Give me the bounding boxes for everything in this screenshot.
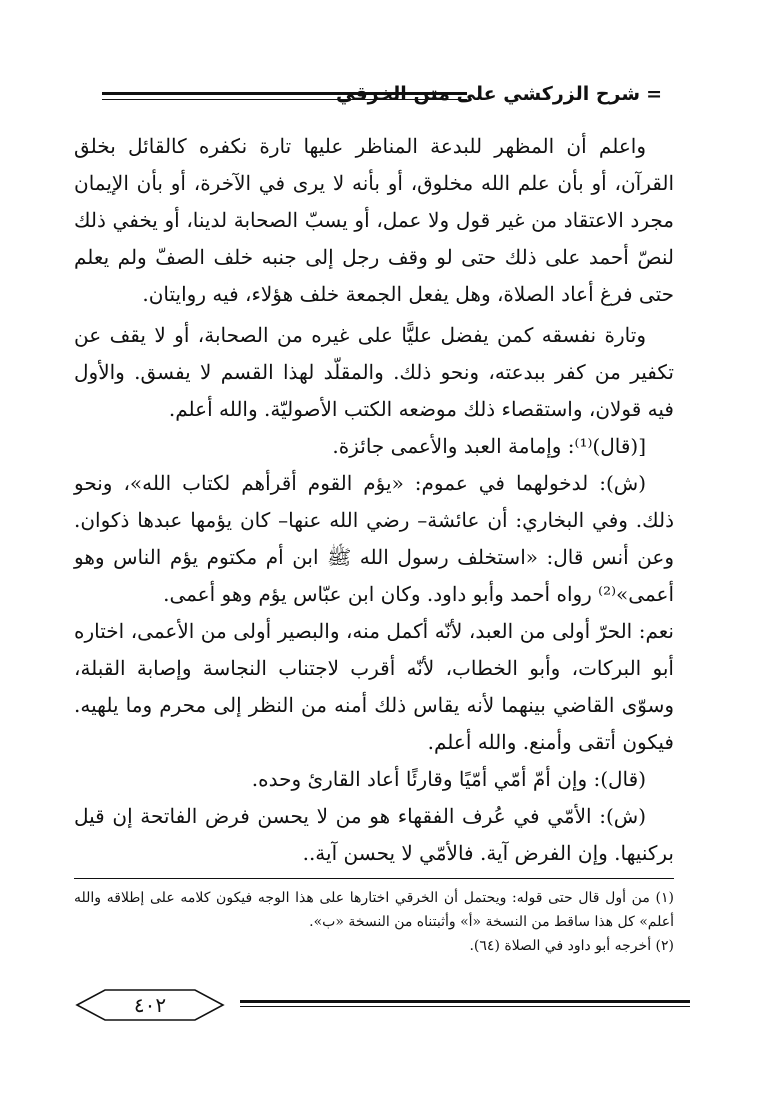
header-dash: = <box>646 83 662 105</box>
main-text <box>74 128 674 872</box>
paragraph-4: (ش): لدخولهما في عموم: «يؤم القوم أقرأهم لكتاب الله»، ونحو ذلك. وفي البخاري: أن عائشة– رضي الله عنها– كان يؤمها عبدها ذكوان. وعن أنس قال: «استخلف رسول الله ﷺ ابن أم مكتوم يؤم الناس وهو أعمى»⁽²⁾ رواه أحمد وأبو داود. وكان ابن عبّاس يؤم وهو أعمى. <box>74 471 674 606</box>
footnote-1: (١) من أول قال حتى قوله: ويحتمل أن الخرقي اختارها على هذا الوجه فيكون كلامه على إطلاقه والله أعلم» كل هذا ساقط من النسخة «أ» وأثبتناه من النسخة «ب». <box>74 890 674 930</box>
footnote-2: (٢) أخرجه أبو داود في الصلاة (٦٤). <box>469 938 674 954</box>
page-number-frame <box>75 988 225 1022</box>
footnotes <box>74 886 674 958</box>
paragraph-5: نعم: الحرّ أولى من العبد، لأنّه أكمل منه، والبصير أولى من الأعمى، اختاره أبو البركات، وأبو الخطاب، لأنّه أقرب لاجتناب النجاسة وإصابة القبلة، وسوّى القاضي بينهما لأنه يقاس ذلك أمنه من النظر إلى محرم وما يلهيه. فيكون أتقى وأمنع. والله أعلم. <box>74 619 674 754</box>
running-header <box>102 82 662 110</box>
paragraph-6: (قال): وإن أمّ أمّي أمّيًا وقارئًا أعاد القارئ وحده. <box>251 767 646 791</box>
footer-rule-thin <box>240 1006 690 1007</box>
footnote-separator <box>74 878 674 879</box>
footer-rule <box>240 1000 690 1003</box>
page-footer <box>75 984 690 1024</box>
paragraph-1: واعلم أن المظهر للبدعة المناظر عليها تارة نكفره كالقائل بخلق القرآن، أو بأن علم الله مخلوق، أو بأنه لا يرى في الآخرة، أو بأن الإيمان مجرد الاعتقاد من غير قول ولا عمل، أو يسبّ الصحابة لدينا، أو يخفي ذلك لنصّ أحمد على ذلك حتى لو وقف رجل إلى جنبه خلف الصفّ ولم يعلم حتى فرغ أعاد الصلاة، وهل يفعل الجمعة خلف هؤلاء، فيه روايتان. <box>74 134 674 306</box>
page-number: ٤٠٢ <box>133 993 167 1017</box>
paragraph-3: [(قال)⁽¹⁾: وإمامة العبد والأعمى جائزة. <box>332 434 646 458</box>
header-title-text: شرح الزركشي على متن الخرقي <box>336 83 641 105</box>
paragraph-2: وتارة نفسقه كمن يفضل عليًّا على غيره من الصحابة، أو لا يقف عن تكفير من كفر ببدعته، ونحو ذلك. والمقلّد لهذا القسم لا يفسق. والأول فيه قولان، واستقصاء ذلك موضعه الكتب الأصوليّة. والله أعلم. <box>74 323 674 421</box>
paragraph-7: (ش): الأمّي في عُرف الفقهاء هو من لا يحسن فرض الفاتحة إن قيل بركنيها. وإن الفرض آية. فالأمّي لا يحسن آية.. <box>74 804 674 865</box>
header-rule <box>102 92 467 100</box>
